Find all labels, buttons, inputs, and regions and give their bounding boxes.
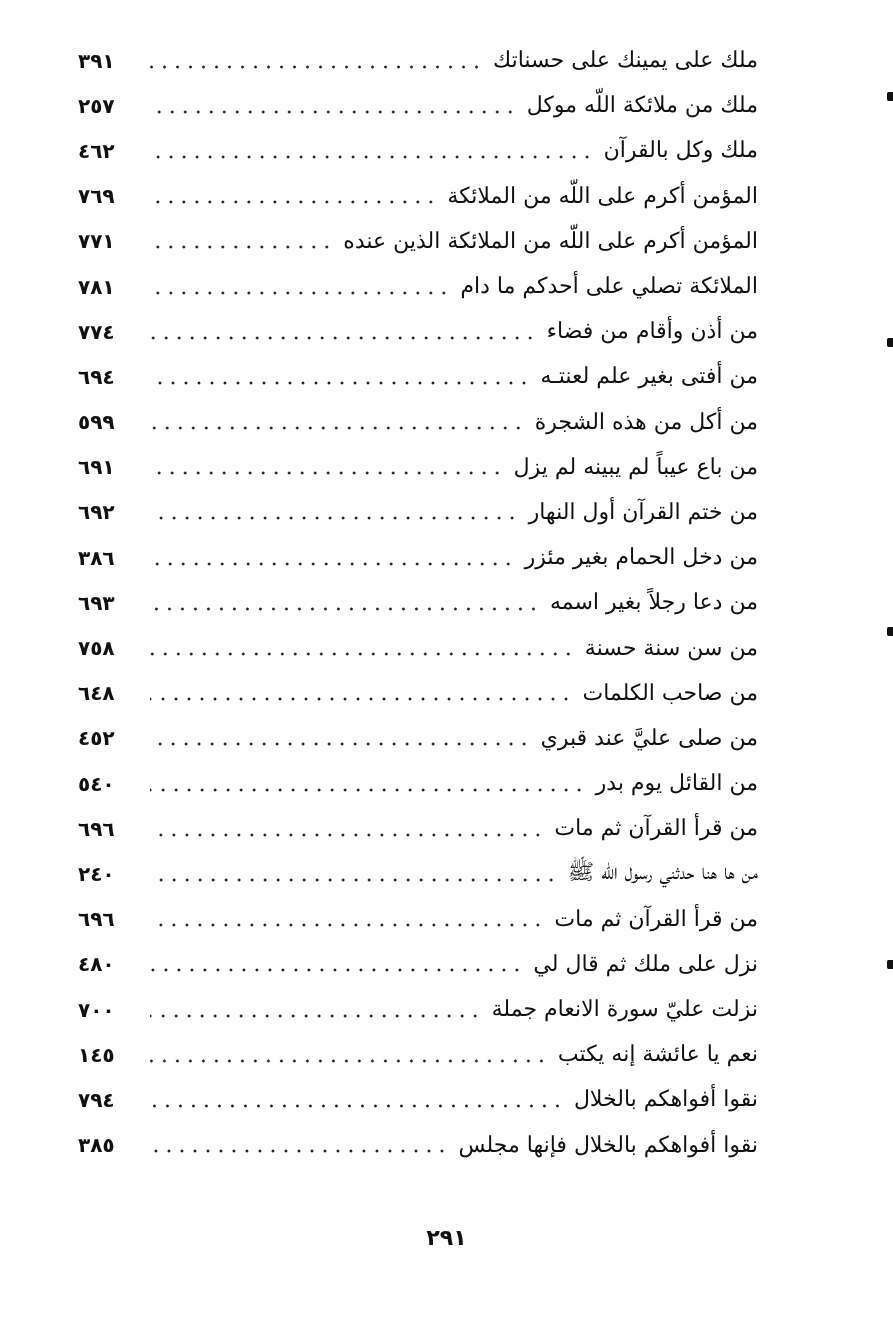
entry-page-number: ٣٩١ bbox=[78, 48, 115, 73]
entry-page-number: ٤٨٠ bbox=[78, 952, 115, 977]
dot-leader bbox=[150, 649, 575, 659]
entry-title: نقوا أفواهكم بالخلال bbox=[573, 1087, 758, 1113]
entry-title: المؤمن أكرم على اللّه من الملائكة bbox=[447, 183, 758, 209]
index-entry bbox=[78, 987, 758, 1032]
entry-page-number: ٦٩٤ bbox=[78, 364, 115, 389]
entry-title: نقوا أفواهكم بالخلال فإنها مجلس bbox=[458, 1132, 758, 1158]
entry-page-number: ٧٩٤ bbox=[78, 1087, 115, 1112]
index-entry bbox=[78, 400, 758, 445]
index-entry bbox=[78, 219, 758, 264]
index-entry bbox=[78, 309, 758, 354]
dot-leader bbox=[150, 1146, 448, 1156]
index-entry bbox=[78, 264, 758, 309]
entry-page-number: ٧٨١ bbox=[78, 274, 115, 299]
index-entry bbox=[78, 716, 758, 761]
dot-leader bbox=[150, 604, 540, 614]
index-entry bbox=[78, 128, 758, 173]
entry-page-number: ٣٨٦ bbox=[78, 545, 115, 570]
index-entry bbox=[78, 1077, 758, 1122]
index-entry bbox=[78, 761, 758, 806]
entry-title: من صاحب الكلمات bbox=[582, 680, 758, 706]
edge-mark bbox=[887, 960, 893, 969]
entry-title: الملائكة تصلي على أحدكم ما دام bbox=[460, 274, 758, 300]
edge-mark bbox=[887, 92, 893, 101]
dot-leader bbox=[150, 423, 525, 433]
entry-page-number: ٦٩٢ bbox=[78, 500, 115, 525]
entry-page-number: ١٤٥ bbox=[78, 1042, 115, 1067]
entry-title: ملك وكل بالقرآن bbox=[603, 138, 758, 164]
index-entry bbox=[78, 1032, 758, 1077]
entry-page-number: ٤٥٢ bbox=[78, 726, 115, 751]
entry-page-number: ٢٤٠ bbox=[78, 861, 115, 886]
edge-mark bbox=[887, 338, 893, 347]
dot-leader bbox=[150, 559, 515, 569]
dot-leader bbox=[150, 333, 537, 343]
entry-title: ملك من ملائكة اللّه موكل bbox=[526, 93, 758, 119]
entry-page-number: ٦٤٨ bbox=[78, 681, 115, 706]
entry-title: من أذن وأقام من فضاء bbox=[546, 319, 758, 345]
dot-leader bbox=[150, 1011, 482, 1021]
entry-page-number: ٢٥٧ bbox=[78, 93, 115, 118]
dot-leader bbox=[150, 288, 450, 298]
dot-leader bbox=[150, 920, 544, 930]
index-entry bbox=[78, 354, 758, 399]
entry-title: من ها هنا حدثني رسول اللّه ﷺ bbox=[567, 859, 758, 885]
entry-title: المؤمن أكرم على اللّه من الملائكة الذين عنده bbox=[343, 228, 758, 254]
entry-page-number: ٥٤٠ bbox=[78, 771, 115, 796]
dot-leader bbox=[150, 378, 530, 388]
page-number: ٢٩١ bbox=[426, 1226, 467, 1251]
entry-title: من باع عيباً لم يبينه لم يزل bbox=[513, 454, 758, 480]
entry-title: نزلت عليّ سورة الانعام جملة bbox=[491, 997, 758, 1023]
entry-title: من قرأ القرآن ثم مات bbox=[554, 906, 758, 932]
index-entry bbox=[78, 671, 758, 716]
dot-leader bbox=[150, 242, 333, 252]
index-list bbox=[78, 38, 758, 1168]
entry-page-number: ٧٠٠ bbox=[78, 997, 115, 1022]
index-entry bbox=[78, 83, 758, 128]
entry-page-number: ٦٩١ bbox=[78, 455, 115, 480]
dot-leader bbox=[150, 107, 517, 117]
dot-leader bbox=[150, 197, 437, 207]
entry-title: من أكل من هذه الشجرة bbox=[534, 409, 758, 435]
edge-mark bbox=[887, 627, 893, 636]
index-entry bbox=[78, 445, 758, 490]
dot-leader bbox=[150, 739, 531, 749]
dot-leader bbox=[150, 468, 504, 478]
entry-title: من القائل يوم بدر bbox=[595, 771, 758, 797]
index-entry bbox=[78, 942, 758, 987]
entry-title: من سن سنة حسنة bbox=[584, 635, 758, 661]
entry-title: نزل على ملك ثم قال لي bbox=[533, 951, 758, 977]
index-entry bbox=[78, 897, 758, 942]
entry-page-number: ٤٦٢ bbox=[78, 138, 115, 163]
dot-leader bbox=[150, 62, 483, 72]
entry-title: من صلى عليَّ عند قبري bbox=[540, 725, 758, 751]
entry-page-number: ٧٧١ bbox=[78, 229, 115, 254]
entry-page-number: ٧٦٩ bbox=[78, 184, 115, 209]
entry-page-number: ٥٩٩ bbox=[78, 410, 115, 435]
entry-title: من دخل الحمام بغير مئزر bbox=[524, 545, 758, 571]
index-entry bbox=[78, 38, 758, 83]
dot-leader bbox=[150, 965, 523, 975]
entry-title: من ختم القرآن أول النهار bbox=[528, 499, 758, 525]
dot-leader bbox=[150, 152, 594, 162]
entry-page-number: ٦٩٦ bbox=[78, 816, 115, 841]
index-entry bbox=[78, 1123, 758, 1168]
index-entry bbox=[78, 535, 758, 580]
index-entry bbox=[78, 851, 758, 896]
index-entry bbox=[78, 625, 758, 670]
entry-title: نعم يا عائشة إنه يكتب bbox=[557, 1042, 758, 1068]
dot-leader bbox=[150, 513, 519, 523]
dot-leader bbox=[150, 1056, 548, 1066]
entry-page-number: ٧٧٤ bbox=[78, 319, 115, 344]
entry-title: من دعا رجلاً بغير اسمه bbox=[549, 590, 758, 616]
dot-leader bbox=[150, 875, 558, 885]
entry-page-number: ٧٥٨ bbox=[78, 636, 115, 661]
dot-leader bbox=[150, 694, 573, 704]
entry-title: من قرأ القرآن ثم مات bbox=[554, 816, 758, 842]
entry-page-number: ٣٨٥ bbox=[78, 1133, 115, 1158]
entry-title: ملك على يمينك على حسناتك bbox=[493, 48, 758, 74]
entry-page-number: ٦٩٦ bbox=[78, 907, 115, 932]
index-entry bbox=[78, 806, 758, 851]
dot-leader bbox=[150, 830, 544, 840]
dot-leader bbox=[150, 785, 586, 795]
entry-title: من أفتى بغير علم لعنتـه bbox=[540, 364, 758, 390]
entry-page-number: ٦٩٣ bbox=[78, 590, 115, 615]
index-entry bbox=[78, 174, 758, 219]
index-entry bbox=[78, 490, 758, 535]
index-entry bbox=[78, 580, 758, 625]
dot-leader bbox=[150, 1101, 564, 1111]
